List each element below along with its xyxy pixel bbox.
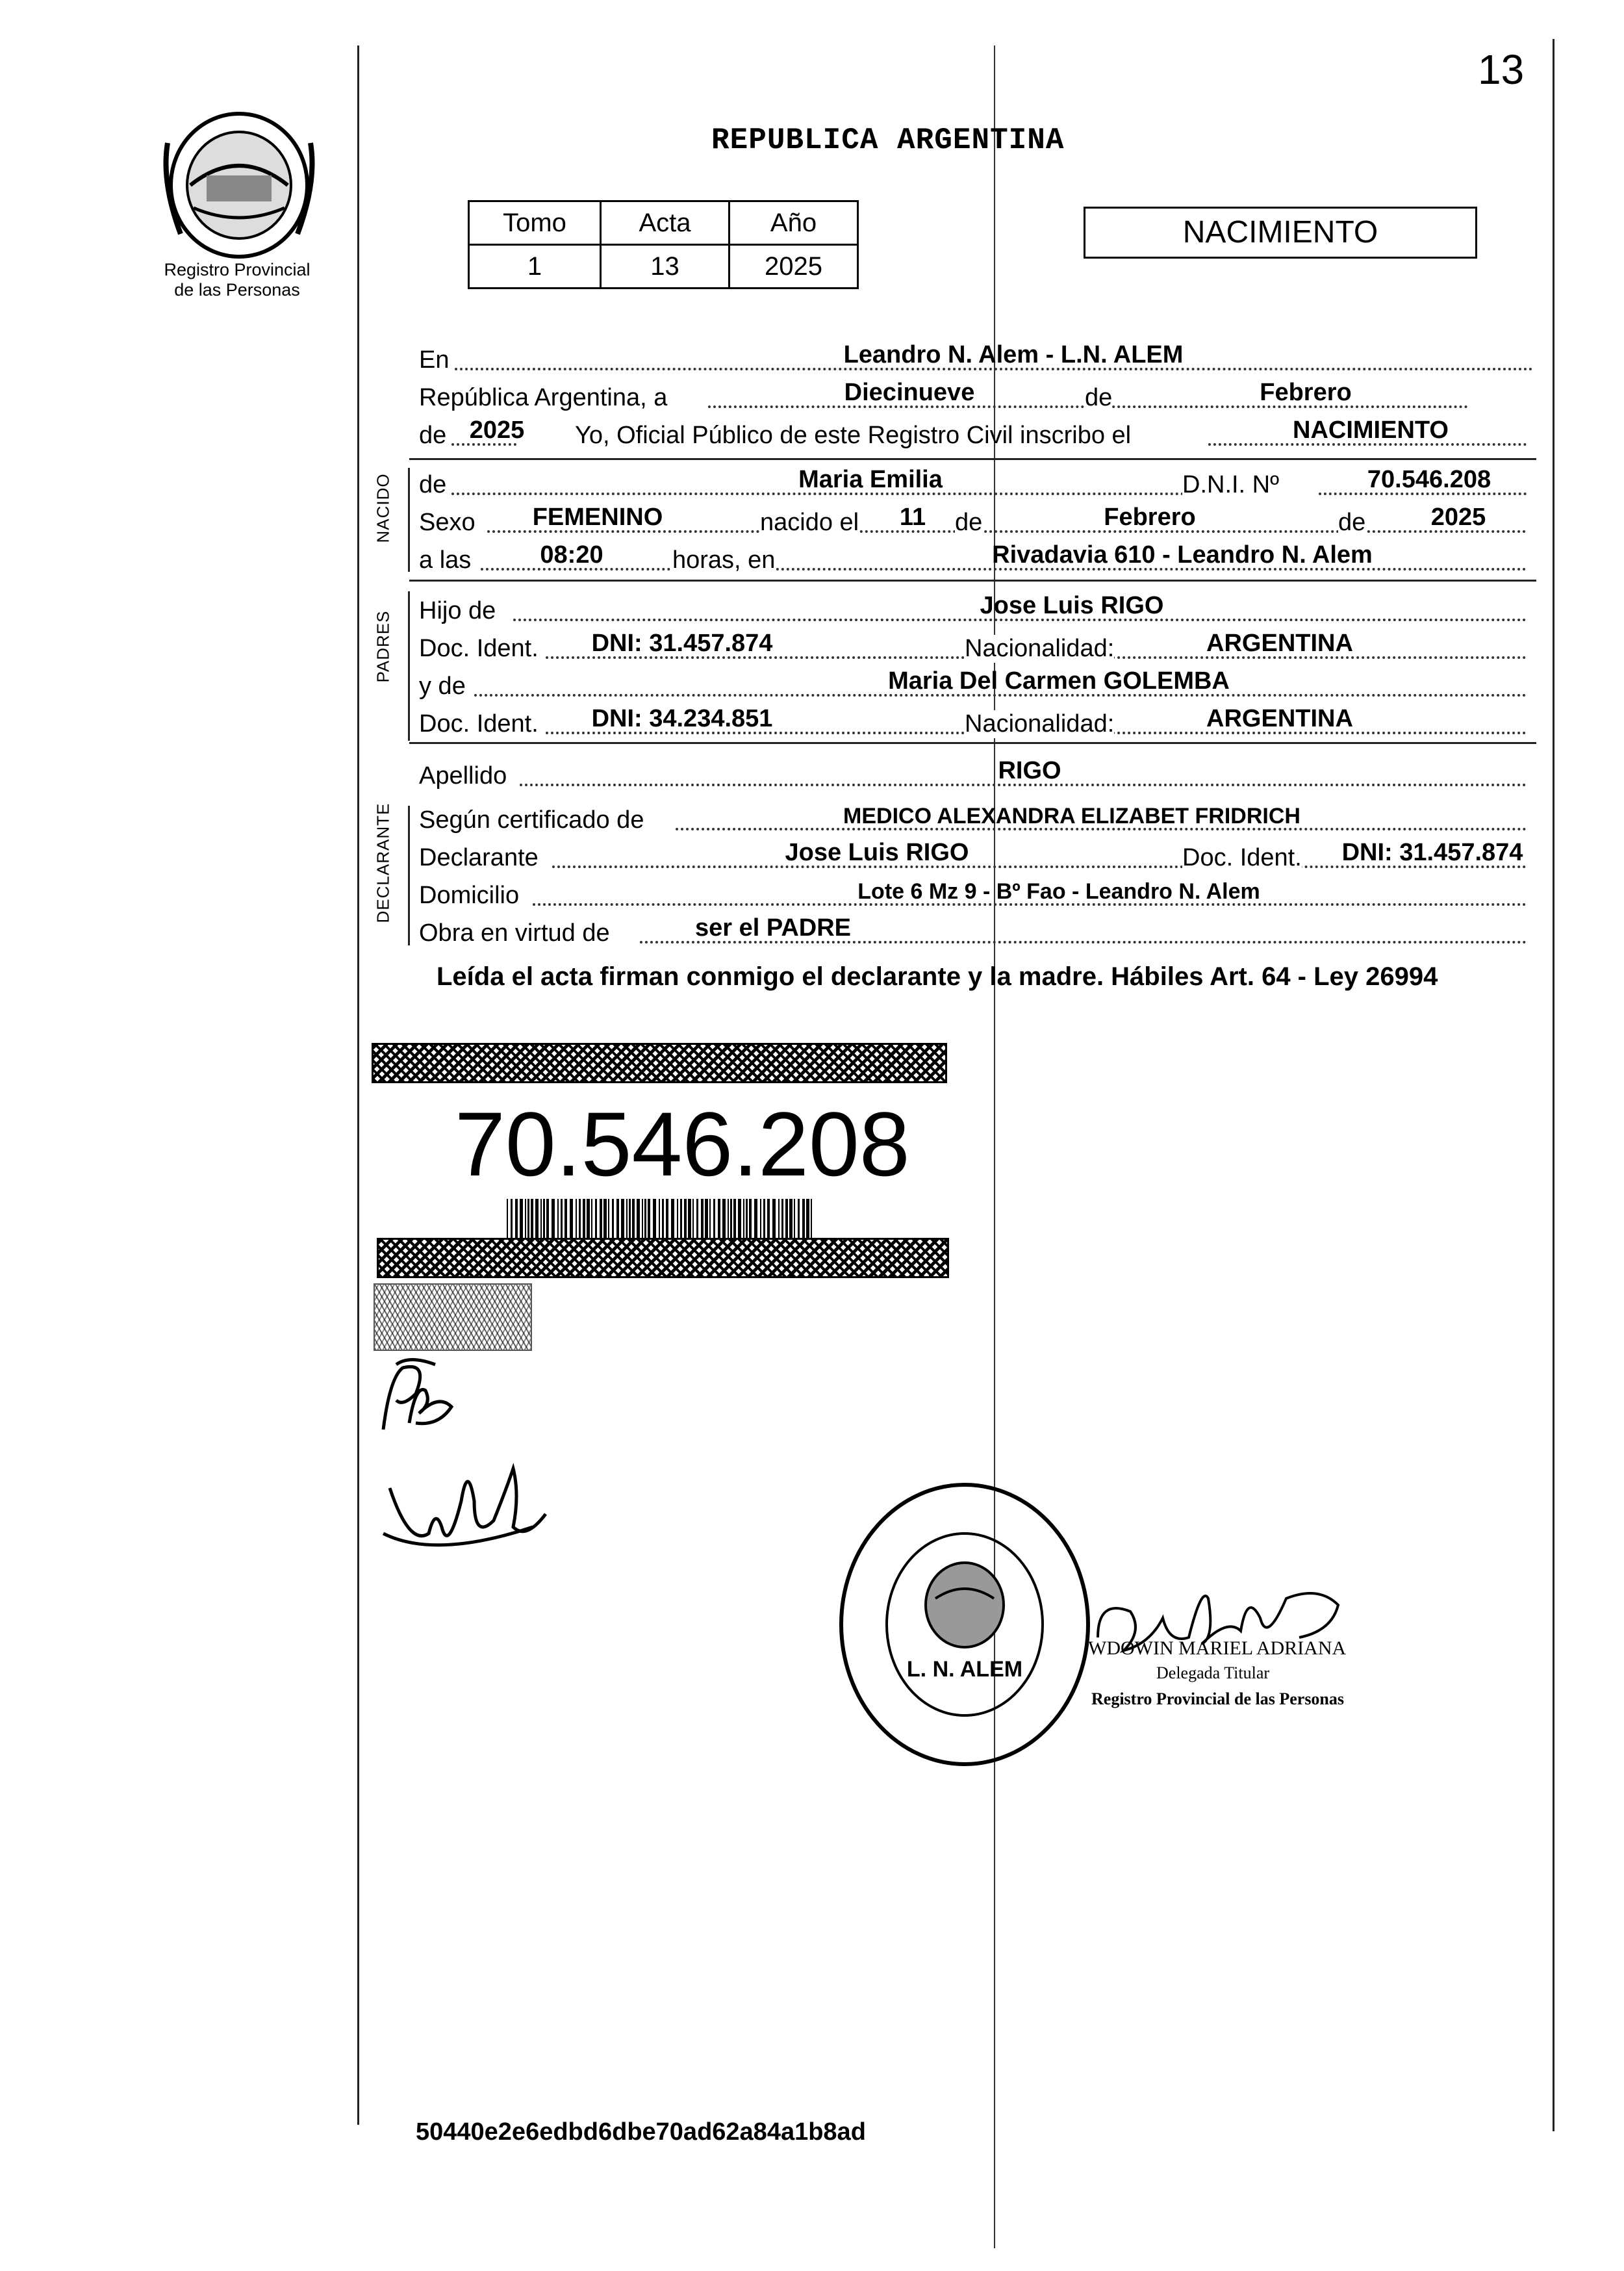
nationality-label: Nacionalidad: <box>965 635 1115 662</box>
acting-value: ser el PADRE <box>694 914 852 942</box>
mother-doc-value: DNI: 34.234.851 <box>591 705 773 732</box>
and-label: y de <box>419 673 466 700</box>
row-statement <box>416 413 1533 450</box>
row-address <box>416 873 1533 910</box>
document-hash: 50440e2e6edbd6dbe70ad62a84a1b8ad <box>416 2118 866 2146</box>
name-value: Maria Emilia <box>798 466 943 493</box>
row-mother-doc <box>416 702 1533 738</box>
emblem-caption <box>140 260 335 300</box>
register-header-ano: Año <box>730 201 858 245</box>
register-header-row <box>469 201 858 245</box>
de-label-4: de <box>1338 509 1366 536</box>
en-label: En <box>419 346 450 374</box>
de-label-2: de <box>419 422 447 449</box>
certificate-label: Según certificado de <box>419 806 644 834</box>
birth-time-value: 08:20 <box>540 541 603 569</box>
mother-value: Maria Del Carmen GOLEMBA <box>888 667 1230 695</box>
security-strip-top <box>372 1043 947 1083</box>
official-stamp <box>831 1475 1098 1774</box>
register-value-row <box>469 245 858 289</box>
page-number: 13 <box>1478 46 1525 93</box>
address-label: Domicilio <box>419 882 520 909</box>
security-strip-bottom <box>377 1238 949 1278</box>
security-pattern-box <box>374 1283 532 1351</box>
row-mother <box>416 664 1533 700</box>
hours-label: horas, en <box>672 546 776 574</box>
official-office: Registro Provincial de las Personas <box>1091 1689 1345 1708</box>
register-value-ano: 2025 <box>730 245 858 289</box>
mother-nationality-value: ARGENTINA <box>1206 705 1353 732</box>
act-type-box: NACIMIENTO <box>1084 207 1477 259</box>
month-value: Febrero <box>1260 379 1352 406</box>
document-title: REPUBLICA ARGENTINA <box>711 123 1065 157</box>
section-label-declarante: DECLARANTE <box>373 802 393 923</box>
row-time-place <box>416 538 1533 574</box>
emblem-caption-line2: de las Personas <box>174 280 300 300</box>
section-label-nacido: NACIDO <box>373 473 393 543</box>
left-margin-line <box>357 45 359 2125</box>
birth-year-value: 2025 <box>1430 504 1486 531</box>
address-value: Lote 6 Mz 9 - Bº Fao - Leandro N. Alem <box>857 879 1260 904</box>
act-kind-value: NACIMIENTO <box>1293 417 1449 444</box>
row-sex <box>416 500 1533 537</box>
separator-line <box>409 742 1536 744</box>
year-value: 2025 <box>469 417 525 444</box>
declarant-signature <box>377 1462 559 1579</box>
certificate-value: MEDICO ALEXANDRA ELIZABET FRIDRICH <box>843 804 1300 828</box>
child-of-label: Hijo de <box>419 597 496 624</box>
register-header-tomo: Tomo <box>469 201 601 245</box>
register-header-acta: Acta <box>601 201 730 245</box>
separator-line <box>409 580 1536 582</box>
surname-label: Apellido <box>419 762 507 789</box>
dni-label: D.N.I. Nº <box>1182 471 1279 498</box>
surname-value: RIGO <box>998 757 1061 784</box>
section-bar <box>408 806 410 945</box>
father-value: Jose Luis RIGO <box>980 592 1164 619</box>
name-label: de <box>419 471 447 498</box>
day-words-value: Diecinueve <box>844 379 975 406</box>
republic-label: República Argentina, a <box>419 384 668 411</box>
declarant-value: Jose Luis RIGO <box>785 839 969 866</box>
register-value-tomo: 1 <box>469 245 601 289</box>
birth-day-value: 11 <box>899 504 926 531</box>
section-bar <box>408 591 410 741</box>
declarant-doc-label: Doc. Ident. <box>1182 844 1302 871</box>
doc-label: Doc. Ident. <box>419 635 539 662</box>
place-value: Leandro N. Alem - L.N. ALEM <box>843 341 1184 368</box>
row-name <box>416 463 1533 499</box>
acting-label: Obra en virtud de <box>419 919 610 947</box>
doc-label-2: Doc. Ident. <box>419 710 539 738</box>
sex-value: FEMENINO <box>532 504 663 531</box>
emblem-caption-line1: Registro Provincial <box>164 260 311 279</box>
stamp-center-text: L. N. ALEM <box>906 1657 1023 1682</box>
born-label: nacido el <box>760 509 859 536</box>
row-place <box>416 338 1533 374</box>
nationality-label-2: Nacionalidad: <box>965 710 1115 738</box>
official-role: Delegada Titular <box>1156 1663 1270 1682</box>
provincial-emblem <box>155 104 324 266</box>
row-father <box>416 589 1533 625</box>
official-name: WDOWIN MARIEL ADRIANA <box>1088 1637 1347 1659</box>
at-label: a las <box>419 546 472 574</box>
row-declarant <box>416 836 1533 872</box>
closing-statement: Leída el acta firman conmigo el declarante y la madre. Hábiles Art. 64 - Ley 26994 <box>437 962 1438 991</box>
section-bar <box>408 468 410 572</box>
right-margin-line <box>1553 39 1554 2131</box>
dni-large-number: 70.546.208 <box>455 1093 910 1195</box>
register-value-acta: 13 <box>601 245 730 289</box>
father-nationality-value: ARGENTINA <box>1206 630 1353 657</box>
row-father-doc <box>416 626 1533 663</box>
birth-place-value: Rivadavia 610 - Leandro N. Alem <box>992 541 1373 569</box>
initials-signature <box>370 1352 487 1449</box>
row-certificate <box>416 798 1533 834</box>
row-acting <box>416 911 1533 947</box>
father-doc-value: DNI: 31.457.874 <box>591 630 773 657</box>
section-label-padres: PADRES <box>373 610 393 683</box>
register-table <box>468 200 859 289</box>
declarant-label: Declarante <box>419 844 539 871</box>
dni-value: 70.546.208 <box>1367 466 1491 493</box>
separator-line <box>409 458 1536 460</box>
sex-label: Sexo <box>419 509 476 536</box>
row-surname <box>416 754 1533 790</box>
birth-month-value: Febrero <box>1104 504 1196 531</box>
de-label-3: de <box>955 509 983 536</box>
de-label: de <box>1085 384 1113 411</box>
declarant-doc-value: DNI: 31.457.874 <box>1341 839 1523 866</box>
statement-text: Yo, Oficial Público de este Registro Civil inscribo el <box>575 422 1132 449</box>
row-date <box>416 376 1533 412</box>
